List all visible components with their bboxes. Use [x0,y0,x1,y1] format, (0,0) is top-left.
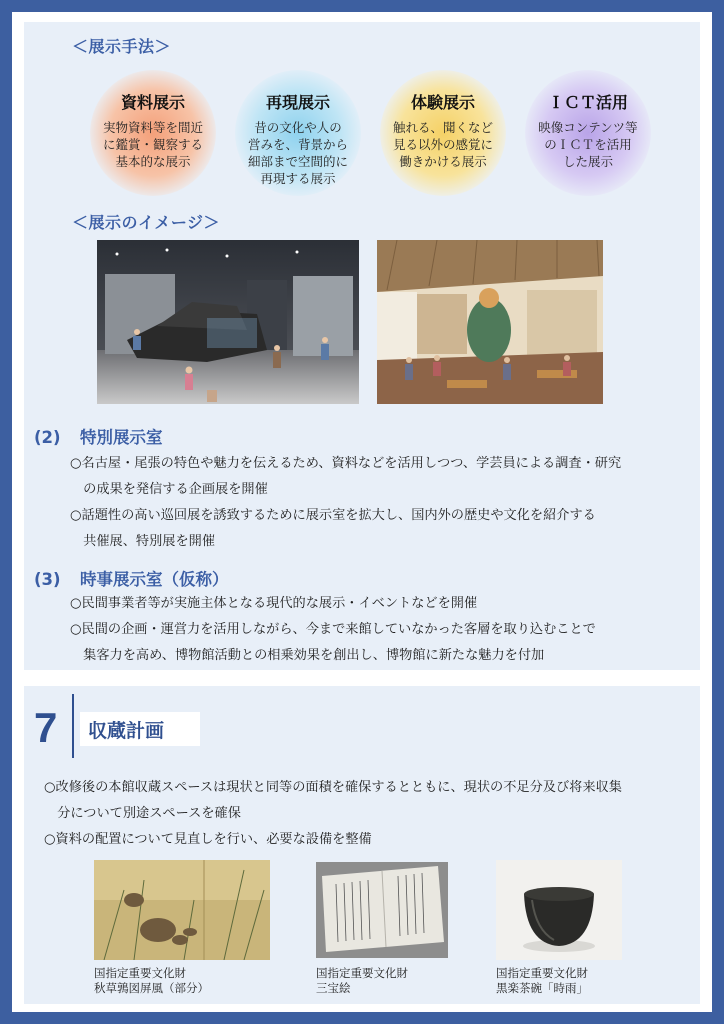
method-title: ＩＣＴ活用 [547,93,628,112]
section-7-title-box [80,712,200,746]
current-line-3: 集客力を高め、博物館活動との相乗効果を創出し、博物館に新たな魅力を付加 [70,648,545,663]
method-desc: 触れる、聞くなど 見る以外の感覚に 働きかける展示 [392,120,493,169]
section-title: 特別展示室 [80,428,163,447]
storage-line-3: ○資料の配置について見直しを行い、必要な設備を整備 [44,832,372,847]
method-desc: 実物資料等を間近 に鑑賞・観察する 基本的な展示 [102,120,203,169]
special-line-4: 共催展、特別展を開催 [70,534,216,549]
method-reproduction-exhibit [235,70,361,196]
method-ict-exhibit [525,70,651,196]
current-line-1: ○民間事業者等が実施主体となる現代的な展示・イベントなどを開催 [70,596,478,611]
method-title: 資料展示 [120,93,185,112]
photo-caption-1: 国指定重要文化財 秋草鶉図屏風（部分） [94,966,209,995]
current-exhibit-heading [34,566,229,590]
exhibit-illustration-dark-room [97,240,359,404]
method-experience-exhibit [380,70,506,196]
photo-black-raku-bowl [496,860,622,960]
exhibit-illustration-warm-hall [377,240,603,404]
method-material-exhibit [90,70,216,196]
section-7-title: 収蔵計画 [88,720,165,742]
storage-line-1: ○改修後の本館収蔵スペースは現状と同等の面積を確保するとともに、現状の不足分及び将来収集 [44,780,622,795]
method-title: 再現展示 [265,93,330,112]
section-7-number: 7 [34,704,58,751]
special-line-2: の成果を発信する企画展を開催 [70,482,268,497]
method-title: 体験展示 [410,93,475,112]
section-number: (3) [34,570,61,589]
method-desc: 昔の文化や人の 営みを、背景から 細部まで空間的に 再現する展示 [247,120,348,186]
section-divider [72,694,74,758]
method-desc: 映像コンテンツ等 のＩＣＴを活用 した展示 [538,120,638,169]
image-heading: ＜展示のイメージ＞ [72,213,221,232]
section-number: (2) [34,428,61,447]
current-line-2: ○民間の企画・運営力を活用しながら、今まで来館していなかった客層を取り込むことで [70,622,596,637]
photo-caption-2: 国指定重要文化財 三宝絵 [316,966,408,995]
special-exhibit-heading [34,424,163,448]
special-line-3: ○話題性の高い巡回展を誘致するために展示室を拡大し、国内外の歴史や文化を紹介する [70,508,596,523]
photo-sanboe-manuscript [316,862,448,958]
photo-caption-3: 国指定重要文化財 黒楽茶碗「時雨」 [496,966,588,995]
methods-heading: ＜展示手法＞ [72,37,172,56]
photo-quail-screen [94,860,270,960]
storage-line-2: 分について別途スペースを確保 [44,806,241,821]
section-title: 時事展示室（仮称） [80,570,229,589]
special-line-1: ○名古屋・尾張の特色や魅力を伝えるため、資料などを活用しつつ、学芸員による調査・研究 [70,456,622,471]
